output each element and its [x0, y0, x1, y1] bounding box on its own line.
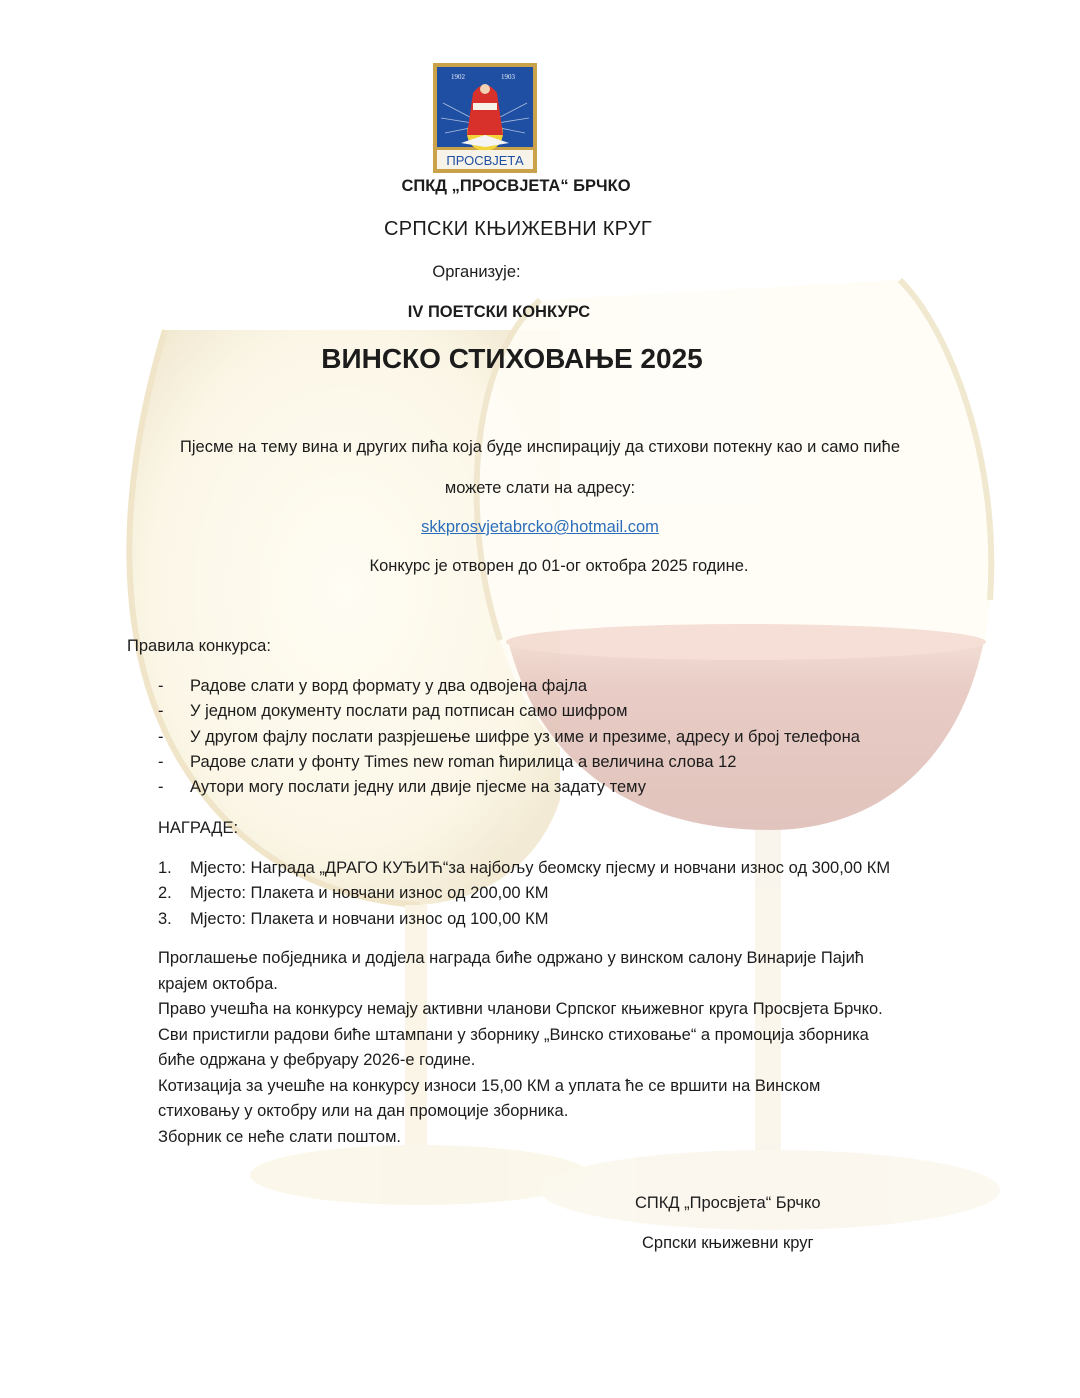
- note-line: Зборник се неће слати поштом.: [158, 1127, 402, 1146]
- rule-text: Радове слати у ворд формату у два одвојена фајла: [190, 677, 588, 695]
- award-number: 3.: [158, 909, 172, 928]
- organization-name: СПКД „ПРОСВЈЕТА“ БРЧКО: [401, 177, 631, 195]
- organizes-label: Организује:: [432, 263, 521, 281]
- rules-heading: Правила конкурса:: [127, 637, 271, 655]
- dash-marker: -: [158, 677, 164, 695]
- contest-subtitle: IV ПОЕТСКИ КОНКУРС: [407, 303, 591, 321]
- rule-text: Радове слати у фонту Times new roman ћирилица а величина слова 12: [190, 752, 737, 771]
- rule-text: У другом фајлу послати разрјешење шифре уз име и презиме, адресу и број телефона: [190, 727, 860, 746]
- logo-year-left: 1902: [451, 73, 465, 81]
- awards-heading: НАГРАДЕ:: [158, 819, 239, 837]
- prosvjeta-logo: [433, 63, 537, 173]
- signature-circle: Српски књижевни круг: [642, 1234, 814, 1252]
- signature-organization: СПКД „Просвјета“ Брчко: [635, 1194, 821, 1212]
- email-line: [0, 518, 1080, 537]
- dash-marker: -: [158, 778, 164, 797]
- note-line: Котизација за учешће на конкурсу износи 15,00 КМ а уплата ће се вршити на Винском: [158, 1076, 821, 1095]
- award-text: Мјесто: Плакета и новчани износ од 200,00 КМ: [190, 884, 549, 903]
- deadline-text: Конкурс је отворен до 01-ог октобра 2025 године.: [369, 557, 749, 575]
- logo-label: ПРОСВЈЕТА: [446, 153, 524, 168]
- literary-circle-name: СРПСКИ КЊИЖЕВНИ КРУГ: [383, 218, 653, 240]
- rules-list: [158, 674, 860, 800]
- list-item: [158, 699, 860, 724]
- note-line: Сви пристигли радови биће штампани у зборнику „Винско стиховање“ а промоција зборника: [158, 1025, 869, 1044]
- dash-marker: -: [158, 752, 164, 771]
- note-line: стиховању у октобру или на дан промоције зборника.: [158, 1102, 569, 1120]
- list-item: [158, 907, 890, 932]
- list-item: [158, 881, 890, 906]
- list-item: [158, 856, 890, 881]
- list-item: [158, 775, 860, 800]
- note-line: Право учешћа на конкурсу немају активни чланови Српског књижевног круга Просвјета Брчко.: [158, 1000, 883, 1018]
- awards-list: [158, 856, 890, 932]
- note-line: Проглашење побједника и додјела награда биће одржано у винском салону Винарије Пајић: [158, 949, 864, 967]
- dash-marker: -: [158, 702, 164, 721]
- award-number: 1.: [158, 859, 172, 877]
- award-number: 2.: [158, 884, 172, 903]
- logo-year-right: 1903: [501, 73, 515, 81]
- list-item: [158, 725, 860, 750]
- contest-title: ВИНСКО СТИХОВАЊЕ 2025: [321, 343, 703, 374]
- list-item: [158, 750, 860, 775]
- intro-text: Пјесме на тему вина и других пића која буде инспирацију да стихови потекну као и само пиће: [180, 438, 900, 456]
- notes-paragraph: [158, 946, 883, 1150]
- rule-text: У једном документу послати рад потписан само шифром: [190, 702, 628, 721]
- send-to-text: можете слати на адресу:: [444, 479, 636, 497]
- email-link[interactable]: skkprosvjetabrcko@hotmail.com: [421, 518, 659, 536]
- list-item: [158, 674, 860, 699]
- award-text: Мјесто: Награда „ДРАГО КУЂИЋ“за најбољу беомску пјесму и новчани износ од 300,00 КМ: [190, 859, 891, 877]
- award-text: Мјесто: Плакета и новчани износ од 100,00 КМ: [190, 909, 549, 928]
- note-line: крајем октобра.: [158, 974, 278, 993]
- dash-marker: -: [158, 727, 164, 746]
- rule-text: Аутори могу послати једну или двије пјесме на задату тему: [190, 778, 646, 797]
- note-line: биће одржана у фебруару 2026-е године.: [158, 1051, 476, 1069]
